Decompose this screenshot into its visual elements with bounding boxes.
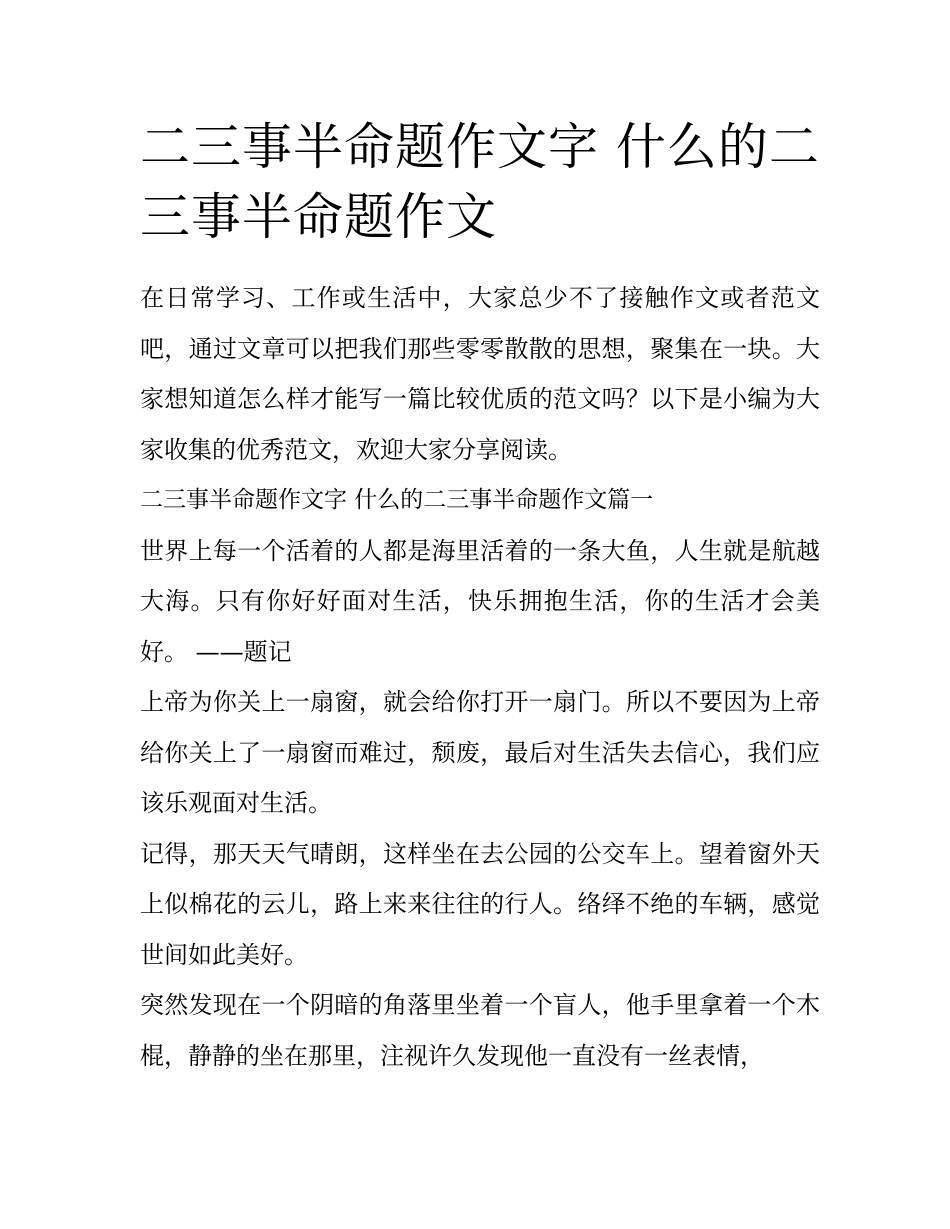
body-paragraph: 记得，那天天气晴朗，这样坐在去公园的公交车上。望着窗外天上似棉花的云儿，路上来来往往的行人。络绎不绝的车辆，感觉世间如此美好。 — [140, 839, 820, 969]
body-paragraph: 上帝为你关上一扇窗，就会给你打开一扇门。所以不要因为上帝给你关上了一扇窗而难过，颓废，最后对生活失去信心，我们应该乐观面对生活。 — [140, 688, 820, 817]
section-heading: 二三事半命题作文字 什么的二三事半命题作文篇一 — [140, 487, 654, 513]
document-title: 二三事半命题作文字 什么的二三事半命题作文 — [140, 118, 820, 246]
body-paragraph: 世界上每一个活着的人都是海里活着的一条大鱼，人生就是航越大海。只有你好好面对生活，快乐拥抱生活，你的生活才会美好。 ——题记 — [140, 536, 820, 666]
body-paragraph: 突然发现在一个阴暗的角落里坐着一个盲人，他手里拿着一个木棍，静静的坐在那里，注视许久发现他一直没有一丝表情， — [140, 991, 820, 1070]
document-body — [140, 112, 820, 1081]
intro-paragraph: 在日常学习、工作或生活中，大家总少不了接触作文或者范文吧，通过文章可以把我们那些零零散散的思想，聚集在一块。大家想知道怎么样才能写一篇比较优质的范文吗？以下是小编为大家收集的优秀范文，欢迎大家分享阅读。 — [140, 284, 820, 464]
